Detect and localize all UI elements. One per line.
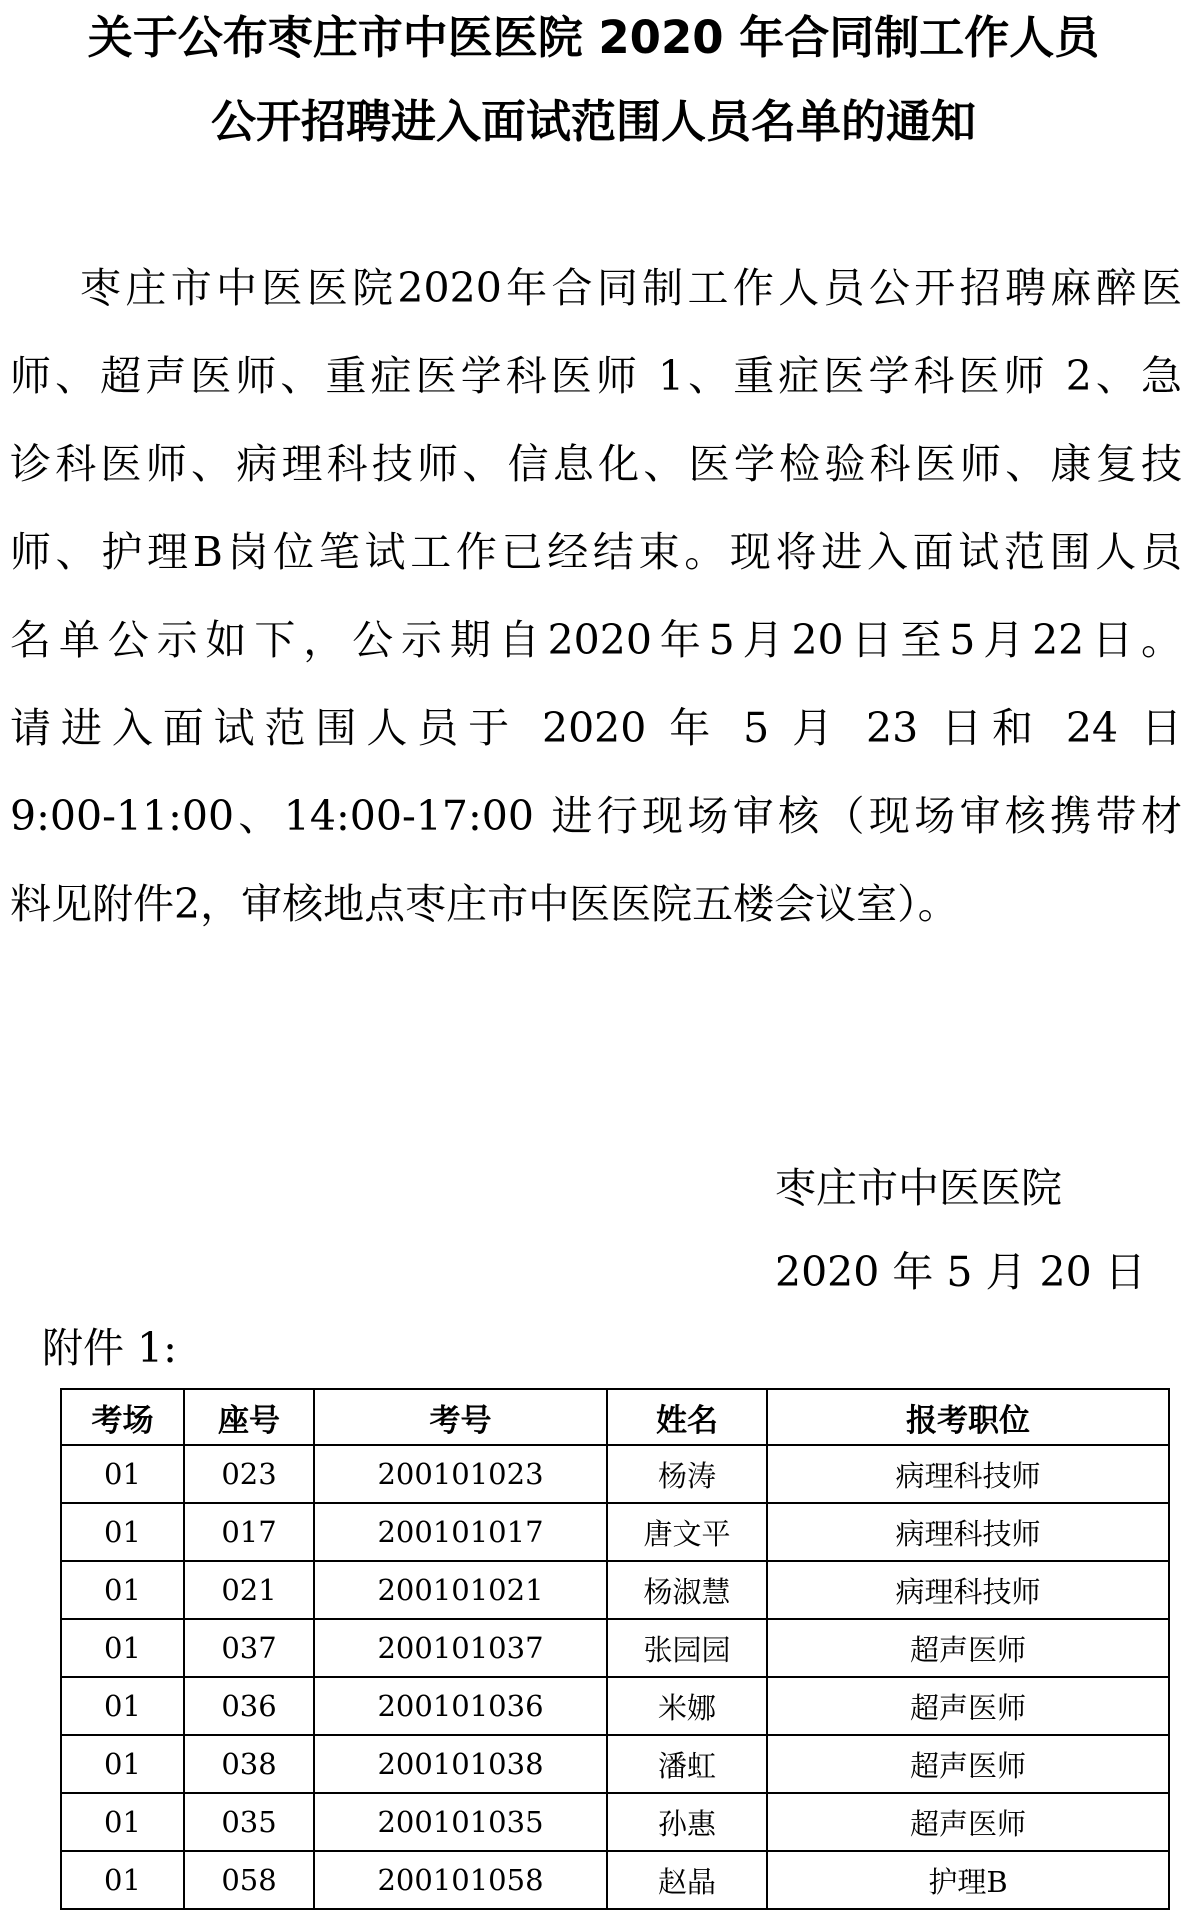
cell-position: 护理B [767,1851,1169,1909]
table-row [61,1735,1169,1793]
body-paragraph-line: 诊科医师、病理科技师、信息化、医学检验科医师、康复技 [10,440,1182,488]
cell-name: 杨涛 [607,1445,767,1503]
body-paragraph-line: 请进入面试范围人员于 2020 年 5 月 23 日和 24 日 [10,704,1182,752]
cell-exam-room: 01 [61,1735,184,1793]
cell-exam-number: 200101035 [314,1793,607,1851]
cell-name: 张园园 [607,1619,767,1677]
cell-name: 米娜 [607,1677,767,1735]
cell-seat-number: 058 [184,1851,314,1909]
cell-exam-room: 01 [61,1445,184,1503]
body-paragraph-line: 师、护理B岗位笔试工作已经结束。现将进入面试范围人员 [10,528,1182,576]
body-paragraph-line: 师、超声医师、重症医学科医师 1、重症医学科医师 2、急 [10,352,1182,400]
table-row [61,1619,1169,1677]
cell-exam-number: 200101023 [314,1445,607,1503]
cell-exam-number: 200101036 [314,1677,607,1735]
cell-name: 杨淑慧 [607,1561,767,1619]
cell-seat-number: 023 [184,1445,314,1503]
cell-position: 超声医师 [767,1619,1169,1677]
cell-position: 病理科技师 [767,1561,1169,1619]
table-row [61,1851,1169,1909]
cell-seat-number: 017 [184,1503,314,1561]
notice-title-line-2: 公开招聘进入面试范围人员名单的通知 [210,95,976,148]
cell-name: 赵晶 [607,1851,767,1909]
cell-seat-number: 036 [184,1677,314,1735]
cell-position: 病理科技师 [767,1445,1169,1503]
cell-seat-number: 035 [184,1793,314,1851]
cell-position: 病理科技师 [767,1503,1169,1561]
cell-position: 超声医师 [767,1735,1169,1793]
column-header-exam-number: 考号 [314,1389,607,1445]
cell-exam-number: 200101021 [314,1561,607,1619]
column-header-exam-room: 考场 [61,1389,184,1445]
table-header-row [61,1389,1169,1445]
cell-name: 孙惠 [607,1793,767,1851]
attachment-label: 附件 1: [42,1324,177,1372]
cell-seat-number: 021 [184,1561,314,1619]
cell-exam-room: 01 [61,1793,184,1851]
cell-exam-number: 200101038 [314,1735,607,1793]
table-row [61,1561,1169,1619]
cell-exam-number: 200101058 [314,1851,607,1909]
cell-seat-number: 037 [184,1619,314,1677]
cell-exam-room: 01 [61,1503,184,1561]
signature-organization: 枣庄市中医医院 [775,1164,1062,1212]
table-row [61,1677,1169,1735]
table-row [61,1503,1169,1561]
body-paragraph-line: 9:00-11:00、14:00-17:00 进行现场审核（现场审核携带材 [10,792,1182,840]
cell-name: 唐文平 [607,1503,767,1561]
signature-date: 2020 年 5 月 20 日 [775,1248,1146,1296]
column-header-name: 姓名 [607,1389,767,1445]
body-paragraph-line: 名单公示如下，公示期自2020年5月20日至5月22日。 [10,616,1182,664]
table-row [61,1793,1169,1851]
column-header-seat-number: 座号 [184,1389,314,1445]
body-paragraph-line: 枣庄市中医医院2020年合同制工作人员公开招聘麻醉医 [80,264,1182,312]
cell-exam-room: 01 [61,1677,184,1735]
cell-seat-number: 038 [184,1735,314,1793]
cell-exam-room: 01 [61,1619,184,1677]
cell-name: 潘虹 [607,1735,767,1793]
cell-position: 超声医师 [767,1677,1169,1735]
candidate-table [60,1388,1170,1910]
cell-exam-number: 200101017 [314,1503,607,1561]
cell-exam-room: 01 [61,1561,184,1619]
table-row [61,1445,1169,1503]
cell-exam-room: 01 [61,1851,184,1909]
cell-exam-number: 200101037 [314,1619,607,1677]
cell-position: 超声医师 [767,1793,1169,1851]
notice-title-line-1: 关于公布枣庄市中医医院 2020 年合同制工作人员 [87,11,1100,64]
column-header-position: 报考职位 [767,1389,1169,1445]
body-paragraph-line: 料见附件2，审核地点枣庄市中医医院五楼会议室）。 [10,880,959,928]
